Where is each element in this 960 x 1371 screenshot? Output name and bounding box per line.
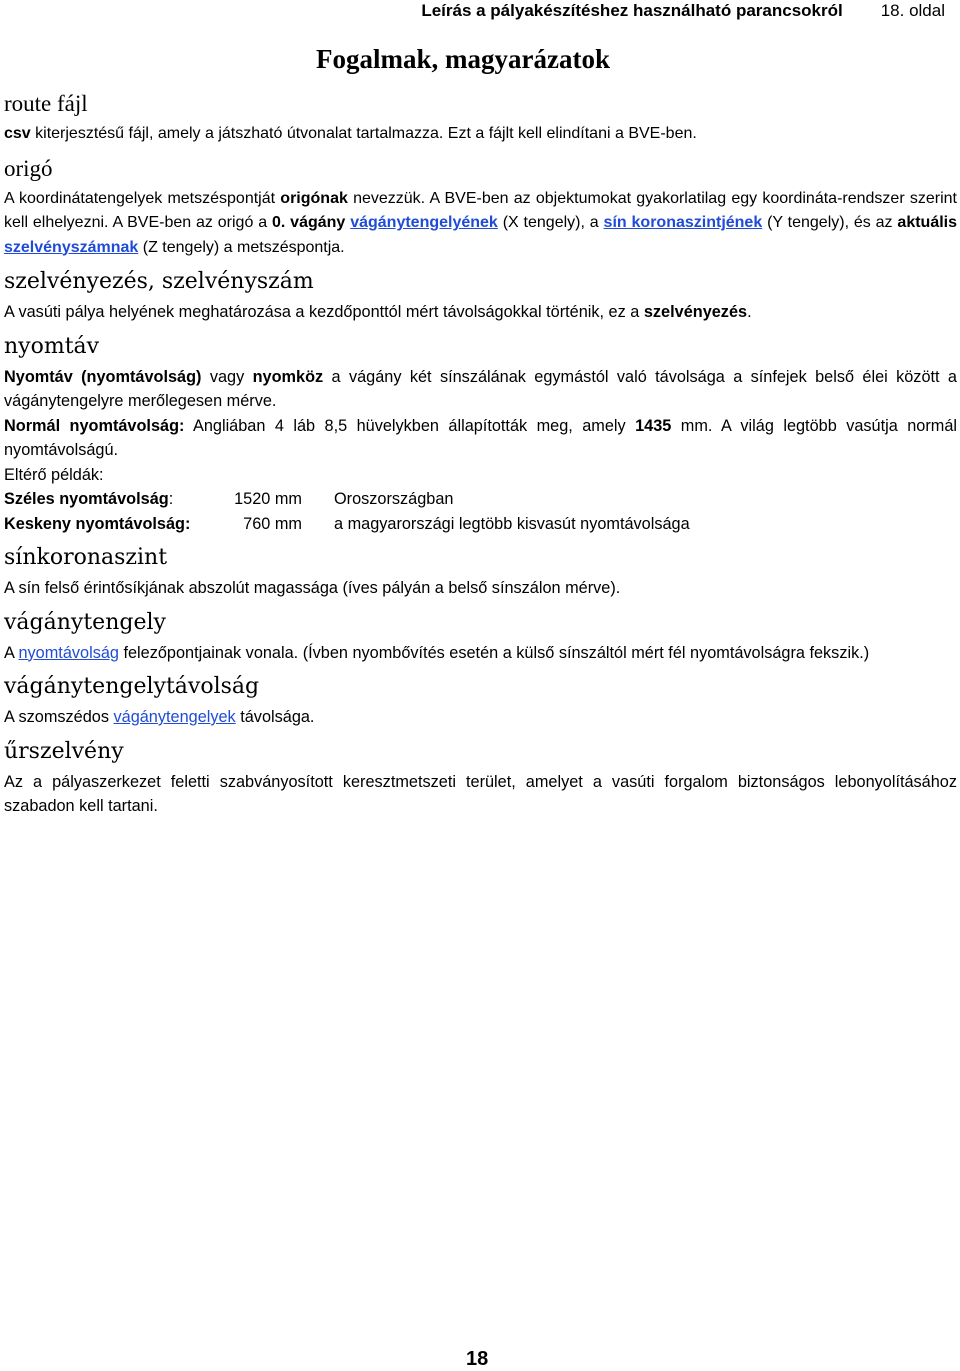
bold-term: Nyomtáv (nyomtávolság)	[4, 367, 202, 386]
gauge-value: 1520 mm	[234, 490, 302, 508]
text-span: távolsága.	[235, 708, 315, 726]
text-span: a vágány két sínszálának egymástól való távolsága a sínfejek belső élei között a vágánytengelyre merőlegesen mérve.	[4, 367, 957, 410]
heading-clearance-gauge: űrszelvény	[4, 738, 124, 764]
link-track-axis[interactable]: vágánytengelyének	[350, 214, 498, 231]
paragraph-track-axis	[4, 641, 957, 666]
paragraph-clearance-gauge: Az a pályaszerkezet feletti szabványosított keresztmetszeti terület, amelyet a vasúti forgalom biztonságos lebonyolításához szabadon kell tartani.	[4, 772, 957, 815]
text-span: A vasúti pálya helyének meghatározása a kezdőponttól mért távolságokkal történik, ez a	[4, 303, 644, 321]
gauge-description: a magyarországi legtöbb kisvasút nyomtávolsága	[334, 514, 690, 533]
text-span: (Z tengely) a metszéspontja.	[138, 238, 345, 256]
paragraph-route-file	[4, 122, 957, 147]
table-row	[4, 487, 690, 512]
text-span: A szomszédos	[4, 708, 114, 726]
paragraph-track-spacing	[4, 705, 957, 730]
paragraph-rail-crown-level: A sín felső érintősíkjának abszolút magassága (íves pályán a belső sínszálon mérve).	[4, 579, 621, 597]
heading-route-file: route fájl	[4, 91, 88, 116]
bold-term: aktuális	[897, 214, 958, 231]
heading-gauge: nyomtáv	[4, 333, 100, 359]
paragraph-gauge-definition	[4, 365, 957, 414]
page-number: 18	[466, 1348, 489, 1370]
link-track-axes[interactable]: vágánytengelyek	[113, 708, 236, 726]
heading-track-axis: vágánytengely	[4, 609, 166, 635]
text-span: A koordinátatengelyek metszéspontját	[4, 189, 281, 207]
document-title: Leírás a pályakészítéshez használható parancsokról	[421, 1, 843, 20]
gauge-value: 760 mm	[243, 514, 302, 533]
gauge-description: Oroszországban	[334, 490, 454, 508]
text-span: .	[747, 303, 752, 321]
bold-term: 0. vágány	[271, 214, 346, 231]
gauge-label: Széles nyomtávolság:	[4, 490, 174, 508]
text-span: nevezzük. A BVE-ben az objektumokat gyakorlatilag egy koordináta-rendszer szerint kell elhelyezni. A BVE-ben az origó a	[4, 189, 957, 231]
text-span: felezőpontjainak vonala. (Ívben nyombővítés esetén a külső sínszáltól mért fél nyomtávolságra fekszik.)	[118, 643, 870, 662]
examples-label: Eltérő példák:	[4, 465, 104, 484]
bold-term: nyomköz	[252, 367, 324, 386]
text-span: kiterjesztésű fájl, amely a játszható útvonalat tartalmazza. Ezt a fájlt kell elindítani a BVE-ben.	[30, 125, 697, 142]
bold-term: csv	[4, 125, 31, 142]
page-header	[0, 0, 945, 22]
paragraph-standard-gauge	[4, 414, 957, 463]
gauge-label: Keskeny nyomtávolság:	[4, 514, 191, 533]
text-span: mm. A világ legtöbb vasútja normál nyomtávolságú.	[4, 416, 957, 459]
bold-term: 1435	[635, 416, 672, 435]
text-span: Angliában 4 láb 8,5 hüvelykben állapították meg, amely	[184, 416, 636, 435]
bold-term: origónak	[280, 189, 348, 207]
text-span: (X tengely), a	[497, 214, 604, 231]
paragraph-origin	[4, 187, 957, 261]
heading-rail-crown-level: sínkoronaszint	[4, 545, 168, 570]
heading-chainage: szelvényezés, szelvényszám	[4, 269, 314, 294]
link-gauge[interactable]: nyomtávolság	[18, 643, 119, 662]
page-title: Fogalmak, magyarázatok	[316, 44, 610, 74]
page-label: 18. oldal	[880, 1, 945, 20]
text-span: (Y tengely), és az	[762, 214, 898, 231]
bold-term: Normál nyomtávolság:	[4, 416, 185, 435]
table-row	[4, 512, 690, 537]
link-chainage-number[interactable]: szelvényszámnak	[4, 238, 139, 256]
paragraph-chainage	[4, 300, 957, 325]
link-rail-crown-level[interactable]: sín koronaszintjének	[603, 214, 763, 231]
text-span: vagy	[201, 367, 253, 386]
bold-term: szelvényezés	[643, 303, 748, 321]
gauge-examples-table	[4, 487, 690, 536]
text-span: A	[4, 643, 19, 662]
content	[4, 86, 957, 819]
heading-origin: origó	[4, 155, 53, 181]
heading-track-spacing: vágánytengelytávolság	[4, 674, 260, 699]
